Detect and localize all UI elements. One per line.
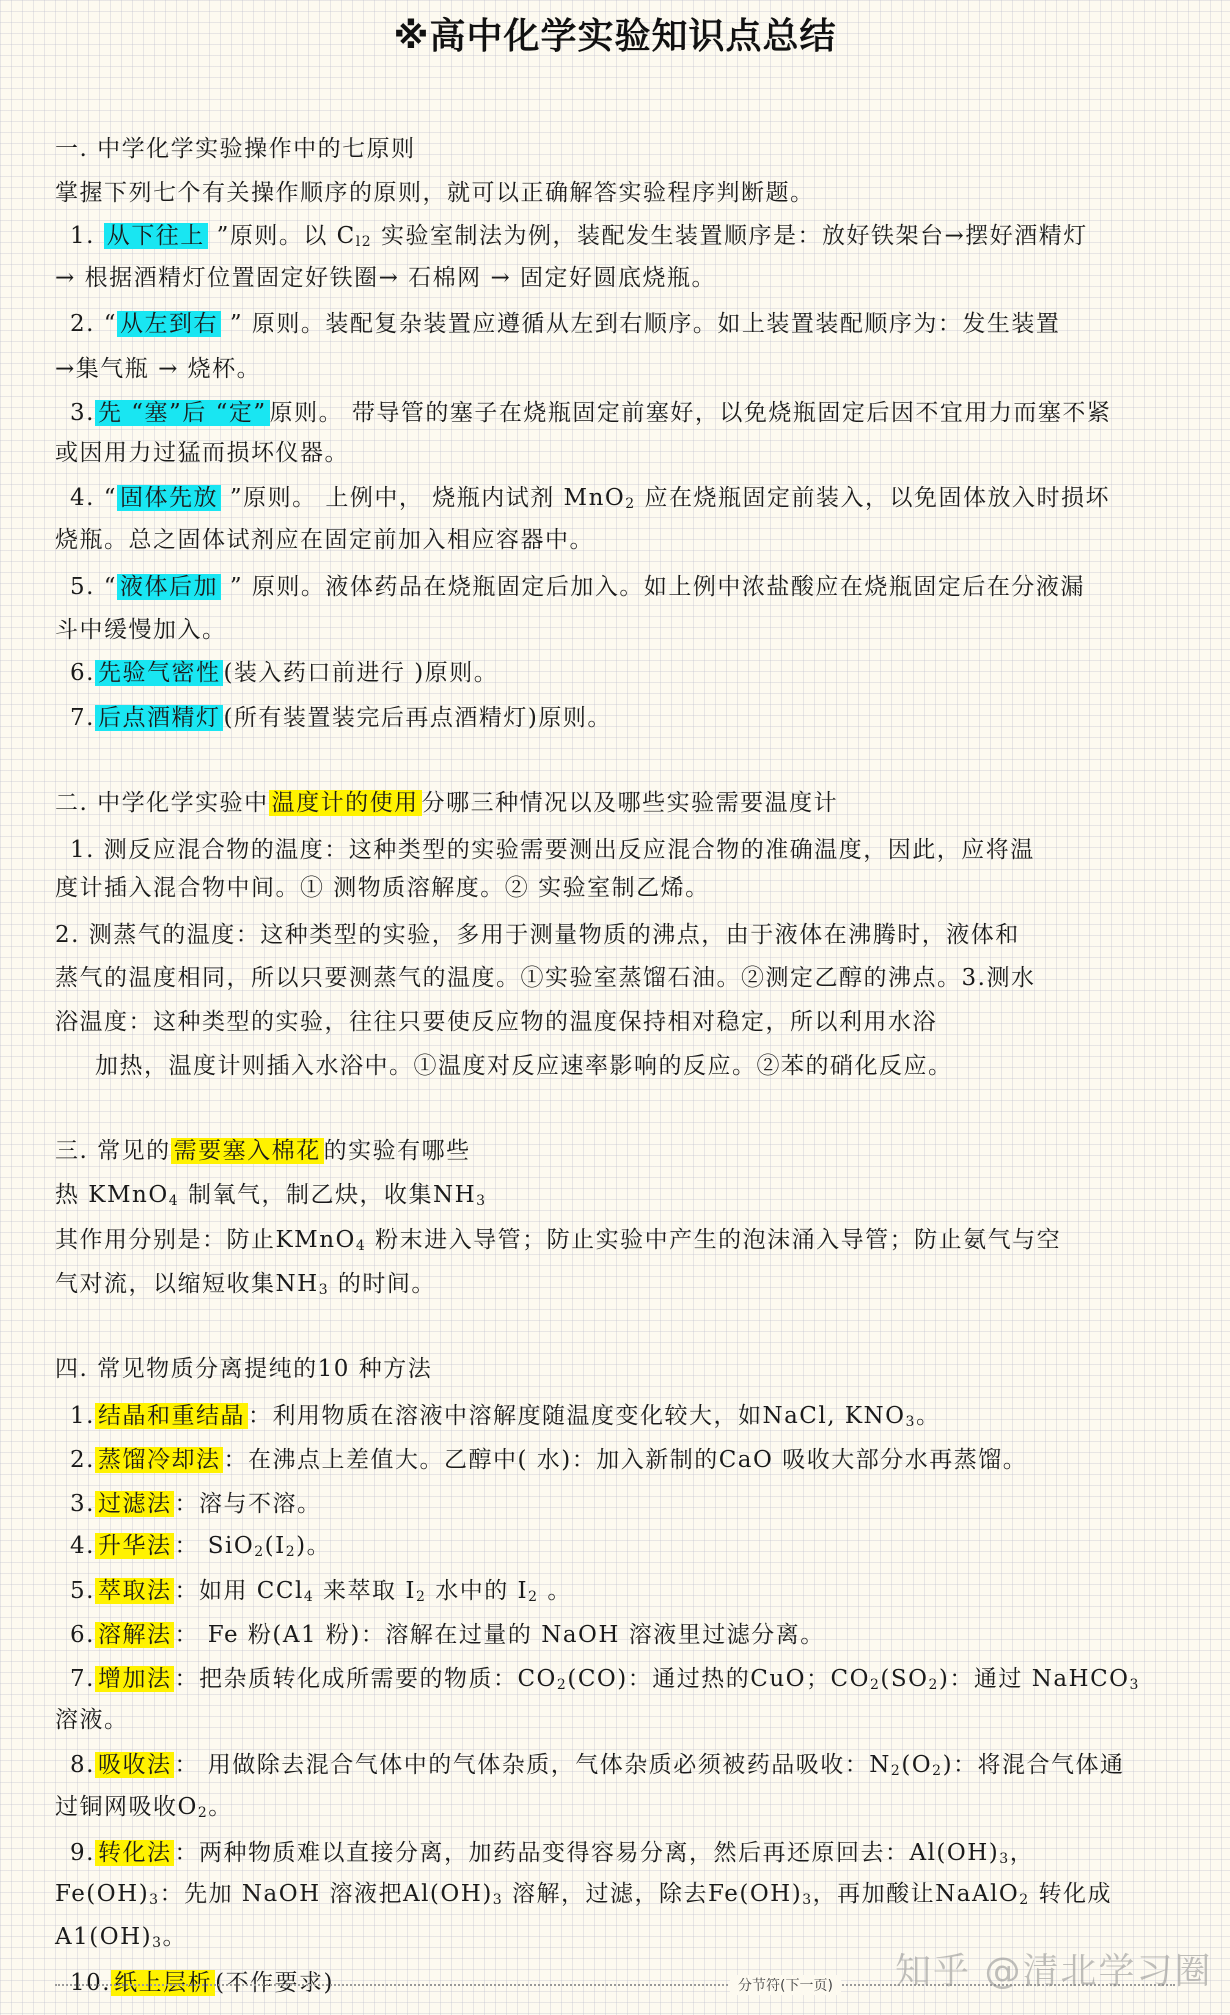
highlight-yellow: 升华法: [95, 1533, 175, 1559]
s4-item-9-cont: $Fe(OH)_3$：先加 NaOH 溶液把$Al(OH)_3$ 溶解，过滤，除去$Fe(OH)_3$，再加酸让NaAlO$_2$ 转化成: [55, 1881, 1113, 1908]
s1-item-4: 4. “ 固体先放 ”原则。 上例中， 烧瓶内试剂 MnO$_2$ 应在烧瓶固定前装入，以免固体放入时损坏: [70, 485, 1110, 512]
s1-item-3-cont: 或因用力过猛而损坏仪器。: [55, 440, 349, 466]
s4-item-3: 3. 过滤法 ：溶与不溶。: [70, 1491, 322, 1517]
s4-item-9: 9. 转化法 ：两种物质难以直接分离，加药品变得容易分离，然后再还原回去：$Al(OH)_3$，: [70, 1840, 1035, 1867]
highlight-yellow: 增加法: [95, 1666, 175, 1692]
s4-item-5: 5. 萃取法 ：如用 CCl$_4$ 来萃取 $I_2$ 水中的 $I_2$ 。: [70, 1578, 572, 1605]
highlight-yellow: 转化法: [95, 1840, 175, 1866]
s4-item-7: 7. 增加法 ：把杂质转化成所需要的物质：$CO_2(CO)$：通过热的CuO；$CO_2(SO_2)$：通过 NaHCO$_3$: [70, 1666, 1140, 1693]
section-break-label: 分节符(下一页): [730, 1975, 841, 1995]
highlight-yellow: 蒸馏冷却法: [95, 1447, 224, 1473]
s4-item-8-cont: 过铜网吸收$O_2$。: [55, 1794, 233, 1821]
highlight-cyan: 液体后加: [117, 574, 221, 600]
highlight-cyan: 从下往上: [104, 223, 208, 249]
s1-item-4-cont: 烧瓶。总之固体试剂应在固定前加入相应容器中。: [55, 527, 594, 553]
s4-item-2: 2. 蒸馏冷却法 ：在沸点上差值大。乙醇中( 水)：加入新制的CaO 吸收大部分水再蒸馏。: [70, 1447, 1028, 1473]
highlight-yellow: 纸上层析: [111, 1970, 215, 1996]
s2-line-3: 2. 测蒸气的温度：这种类型的实验，多用于测量物质的沸点，由于液体在沸腾时，液体和: [55, 922, 1020, 948]
s3-line-1: 热 KMnO$_4$ 制氧气，制乙炔，收集$NH_3$: [55, 1182, 487, 1209]
s4-item-6: 6. 溶解法 ： Fe 粉(A1 粉)：溶解在过量的 NaOH 溶液里过滤分离。: [70, 1622, 825, 1648]
s1-item-5-cont: 斗中缓慢加入。: [55, 617, 227, 643]
s1-item-5: 5. “ 液体后加 ” 原则。液体药品在烧瓶固定后加入。如上例中浓盐酸应在烧瓶固定后在分液漏: [70, 574, 1085, 600]
s4-item-4: 4. 升华法 ： $SiO_2(I_2)$。: [70, 1533, 332, 1560]
s2-line-6: 加热，温度计则插入水浴中。①温度对反应速率影响的反应。②苯的硝化反应。: [95, 1053, 953, 1079]
highlight-yellow: 溶解法: [95, 1622, 175, 1648]
s4-item-8: 8. 吸收法 ： 用做除去混合气体中的气体杂质，气体杂质必须被药品吸收：$N_2(O_2)$：将混合气体通: [70, 1752, 1125, 1779]
highlight-yellow: 萃取法: [95, 1578, 175, 1604]
s4-item-9-cont2: $A1(OH)_3$。: [55, 1924, 188, 1951]
highlight-cyan: 从左到右: [117, 311, 221, 337]
section-1-heading: 一. 中学化学实验操作中的七原则: [55, 136, 416, 162]
highlight-yellow: 吸收法: [95, 1752, 175, 1778]
highlight-yellow: 结晶和重结晶: [95, 1403, 248, 1429]
section-1-intro: 掌握下列七个有关操作顺序的原则，就可以正确解答实验程序判断题。: [55, 180, 815, 206]
s2-line-2: 度计插入混合物中间。① 测物质溶解度。② 实验室制乙烯。: [55, 875, 710, 901]
highlight-cyan: 先验气密性: [95, 660, 224, 686]
s3-line-2: 其作用分别是：防止KMnO$_4$ 粉末进入导管；防止实验中产生的泡沫涌入导管；防止氨气与空: [55, 1227, 1062, 1254]
highlight-yellow: 过滤法: [95, 1491, 175, 1517]
s4-item-10: 10. 纸上层析 (不作要求): [70, 1970, 335, 1996]
s1-item-1-cont: → 根据酒精灯位置固定好铁圈→ 石棉网 → 固定好圆底烧瓶。: [55, 265, 717, 291]
s1-item-2-cont: →集气瓶 → 烧杯。: [55, 356, 262, 382]
page-title: ※高中化学实验知识点总结: [393, 16, 837, 57]
s4-item-1: 1. 结晶和重结晶 ：利用物质在溶液中溶解度随温度变化较大，如NaCl, $KNO_3$。: [70, 1403, 941, 1430]
section-4-heading: 四. 常见物质分离提纯的10 种方法: [55, 1356, 433, 1382]
s1-item-6: 6. 先验气密性 (装入药口前进行 )原则。: [70, 660, 499, 686]
section-3-heading: 三. 常见的 需要塞入棉花 的实验有哪些: [55, 1138, 471, 1164]
s1-item-7: 7. 后点酒精灯 (所有装置装完后再点酒精灯)原则。: [70, 705, 612, 731]
s4-item-7-cont: 溶液。: [55, 1707, 129, 1733]
s1-item-1: 1. 从下往上 ”原则。以 $C_{l2}$ 实验室制法为例，装配发生装置顺序是：放好铁架台→摆好酒精灯: [70, 223, 1088, 250]
section-2-heading: 二. 中学化学实验中 温度计的使用 分哪三种情况以及哪些实验需要温度计: [55, 790, 839, 816]
s2-line-4: 蒸气的温度相同，所以只要测蒸气的温度。①实验室蒸馏石油。②测定乙醇的沸点。3.测水: [55, 965, 1036, 991]
s2-line-1: 1. 测反应混合物的温度：这种类型的实验需要测出反应混合物的准确温度，因此，应将温: [70, 837, 1035, 863]
s1-item-3: 3. 先 “塞”后 “定” 原则。 带导管的塞子在烧瓶固定前塞好，以免烧瓶固定后因不宜用力而塞不紧: [70, 400, 1112, 426]
watermark: 知乎 @清北学习圈: [895, 1951, 1213, 1992]
highlight-cyan: 固体先放: [117, 485, 221, 511]
highlight-yellow: 需要塞入棉花: [171, 1138, 324, 1164]
s2-line-5: 浴温度：这种类型的实验，往往只要使反应物的温度保持相对稳定，所以利用水浴: [55, 1009, 937, 1035]
highlight-yellow: 温度计的使用: [269, 790, 422, 816]
highlight-cyan: 后点酒精灯: [95, 705, 224, 731]
s1-item-2: 2. “ 从左到右 ” 原则。装配复杂装置应遵循从左到右顺序。如上装置装配顺序为：发生装置: [70, 311, 1061, 337]
s3-line-3: 气对流，以缩短收集$NH_3$ 的时间。: [55, 1271, 436, 1298]
highlight-cyan: 先 “塞”后 “定”: [95, 400, 270, 426]
